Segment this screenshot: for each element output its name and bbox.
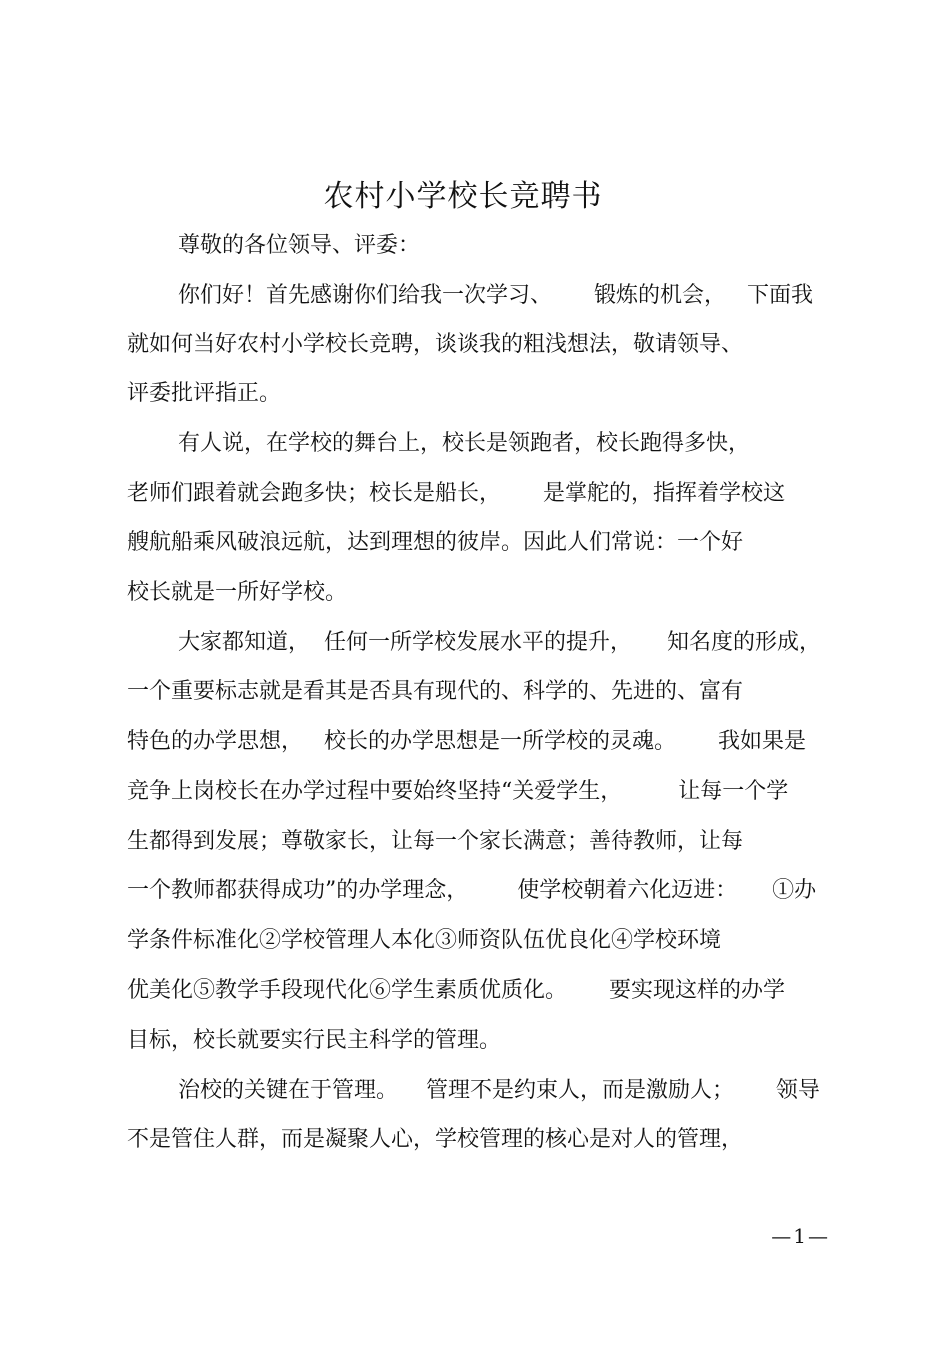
body-line: 不是管住人群，而是凝聚人心，学校管理的核心是对人的管理， <box>127 1127 744 1152</box>
body-line: 生都得到发展；尊敬家长，让每一个家长满意；善待教师，让每 <box>127 829 744 854</box>
body-line: 一个教师都获得成功”的办学理念， 使学校朝着六化迈进： ①办 <box>127 878 817 903</box>
body-line: 治校的关键在于管理。 管理不是约束人，而是激励人； 领导 <box>178 1078 820 1103</box>
page-number: —1— <box>771 1224 830 1248</box>
page-title: 农村小学校长竞聘书 <box>323 179 603 214</box>
body-line: 优美化⑤教学手段现代化⑥学生素质优质化。 要实现这样的办学 <box>127 978 785 1003</box>
body-line: 竞争上岗校长在办学过程中要始终坚持“关爱学生， 让每一个学 <box>127 779 789 804</box>
body-line: 大家都知道， 任何一所学校发展水平的提升， 知名度的形成， <box>178 630 821 655</box>
salutation-line: 尊敬的各位领导、评委： <box>178 233 421 258</box>
body-line: 艘航船乘风破浪远航，达到理想的彼岸。因此人们常说：一个好 <box>127 530 744 555</box>
body-line: 校长就是一所好学校。 <box>127 580 348 605</box>
body-line: 学条件标准化②学校管理人本化③师资队伍优良化④学校环境 <box>127 928 722 953</box>
body-line: 老师们跟着就会跑多快；校长是船长， 是掌舵的，指挥着学校这 <box>127 481 785 506</box>
body-line: 目标，校长就要实行民主科学的管理。 <box>127 1028 502 1053</box>
body-line: 你们好！首先感谢你们给我一次学习、 锻炼的机会， 下面我 <box>178 283 813 308</box>
body-line: 特色的办学思想， 校长的办学思想是一所学校的灵魂。 我如果是 <box>127 729 806 754</box>
body-line: 就如何当好农村小学校长竞聘，谈谈我的粗浅想法，敬请领导、 <box>127 332 744 357</box>
body-line: 评委批评指正。 <box>127 381 282 406</box>
body-line: 有人说，在学校的舞台上，校长是领跑者，校长跑得多快， <box>178 431 751 456</box>
body-line: 一个重要标志就是看其是否具有现代的、科学的、先进的、富有 <box>127 679 744 704</box>
